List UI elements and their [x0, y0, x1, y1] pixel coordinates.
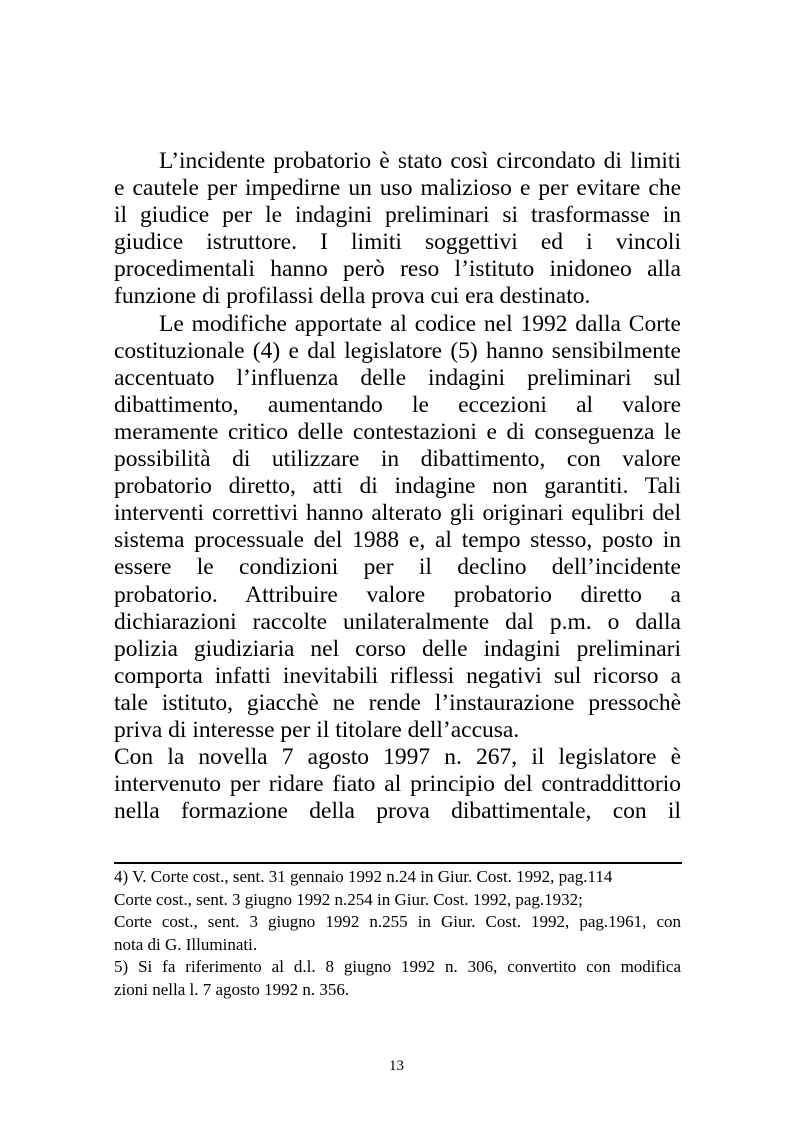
body-line: nella formazione della prova dibattimentale, con il: [114, 798, 681, 825]
footnote-divider: [114, 862, 682, 864]
body-line: comporta infatti inevitabili riflessi negativi sul ricorso a: [114, 662, 681, 689]
body-line: funzione di profilassi della prova cui era destinato.: [114, 283, 591, 310]
footnote-line: zioni nella l. 7 agosto 1992 n. 356.: [114, 979, 350, 999]
body-line: procedimentali hanno però reso l’istituto inidoneo alla: [114, 256, 681, 283]
body-line: e cautele per impedirne un uso malizioso e per evitare che: [114, 175, 681, 202]
footnote-line: 4) V. Corte cost., sent. 31 gennaio 1992 n.24 in Giur. Cost. 1992, pag.114: [114, 867, 613, 886]
body-line: essere le condizioni per il declino dell’incidente: [114, 554, 681, 581]
body-text: [114, 148, 681, 825]
body-line: giudice istruttore. I limiti soggettivi ed i vincoli: [114, 229, 681, 256]
body-line: meramente critico delle contestazioni e di conseguenza le: [114, 418, 681, 445]
footnote-line: 5) Si fa riferimento al d.l. 8 giugno 1992 n. 306, convertito con modifica: [114, 957, 681, 977]
body-line: interventi correttivi hanno alterato gli originari equlibri del: [114, 500, 681, 527]
body-line: intervenuto per ridare fiato al principio del contraddittorio: [114, 771, 681, 798]
body-line: costituzionale (4) e dal legislatore (5) hanno sensibilmente: [114, 337, 681, 364]
body-line: Con la novella 7 agosto 1997 n. 267, il legislatore è: [114, 744, 681, 771]
body-line: probatorio. Attribuire valore probatorio diretto a: [114, 581, 681, 608]
footnote-line: Corte cost., sent. 3 giugno 1992 n.254 in Giur. Cost. 1992, pag.1932;: [114, 889, 583, 909]
footnotes: [114, 866, 681, 1002]
body-line: dibattimento, aumentando le eccezioni al valore: [114, 391, 681, 418]
body-line: probatorio diretto, atti di indagine non garantiti. Tali: [114, 473, 681, 500]
body-line: tale istituto, giacchè ne rende l’instaurazione pressochè: [114, 689, 681, 716]
page-number: 13: [389, 1058, 404, 1074]
body-line: Le modifiche apportate al codice nel 1992 dalla Corte: [159, 310, 681, 337]
body-line: sistema processuale del 1988 e, al tempo stesso, posto in: [114, 527, 681, 554]
body-line: il giudice per le indagini preliminari si trasformasse in: [114, 202, 681, 229]
footnote-line: nota di G. Illuminati.: [114, 934, 258, 954]
footnote-line: Corte cost., sent. 3 giugno 1992 n.255 in Giur. Cost. 1992, pag.1961, con: [114, 912, 681, 932]
body-line: L’incidente probatorio è stato così circondato di limiti: [159, 148, 681, 174]
body-line: accentuato l’influenza delle indagini preliminari sul: [114, 364, 681, 391]
body-line: polizia giudiziaria nel corso delle indagini preliminari: [114, 635, 681, 662]
body-line: priva di interesse per il titolare dell’accusa.: [114, 716, 520, 743]
body-line: possibilità di utilizzare in dibattimento, con valore: [114, 446, 681, 473]
body-line: dichiarazioni raccolte unilateralmente dal p.m. o dalla: [114, 608, 681, 635]
